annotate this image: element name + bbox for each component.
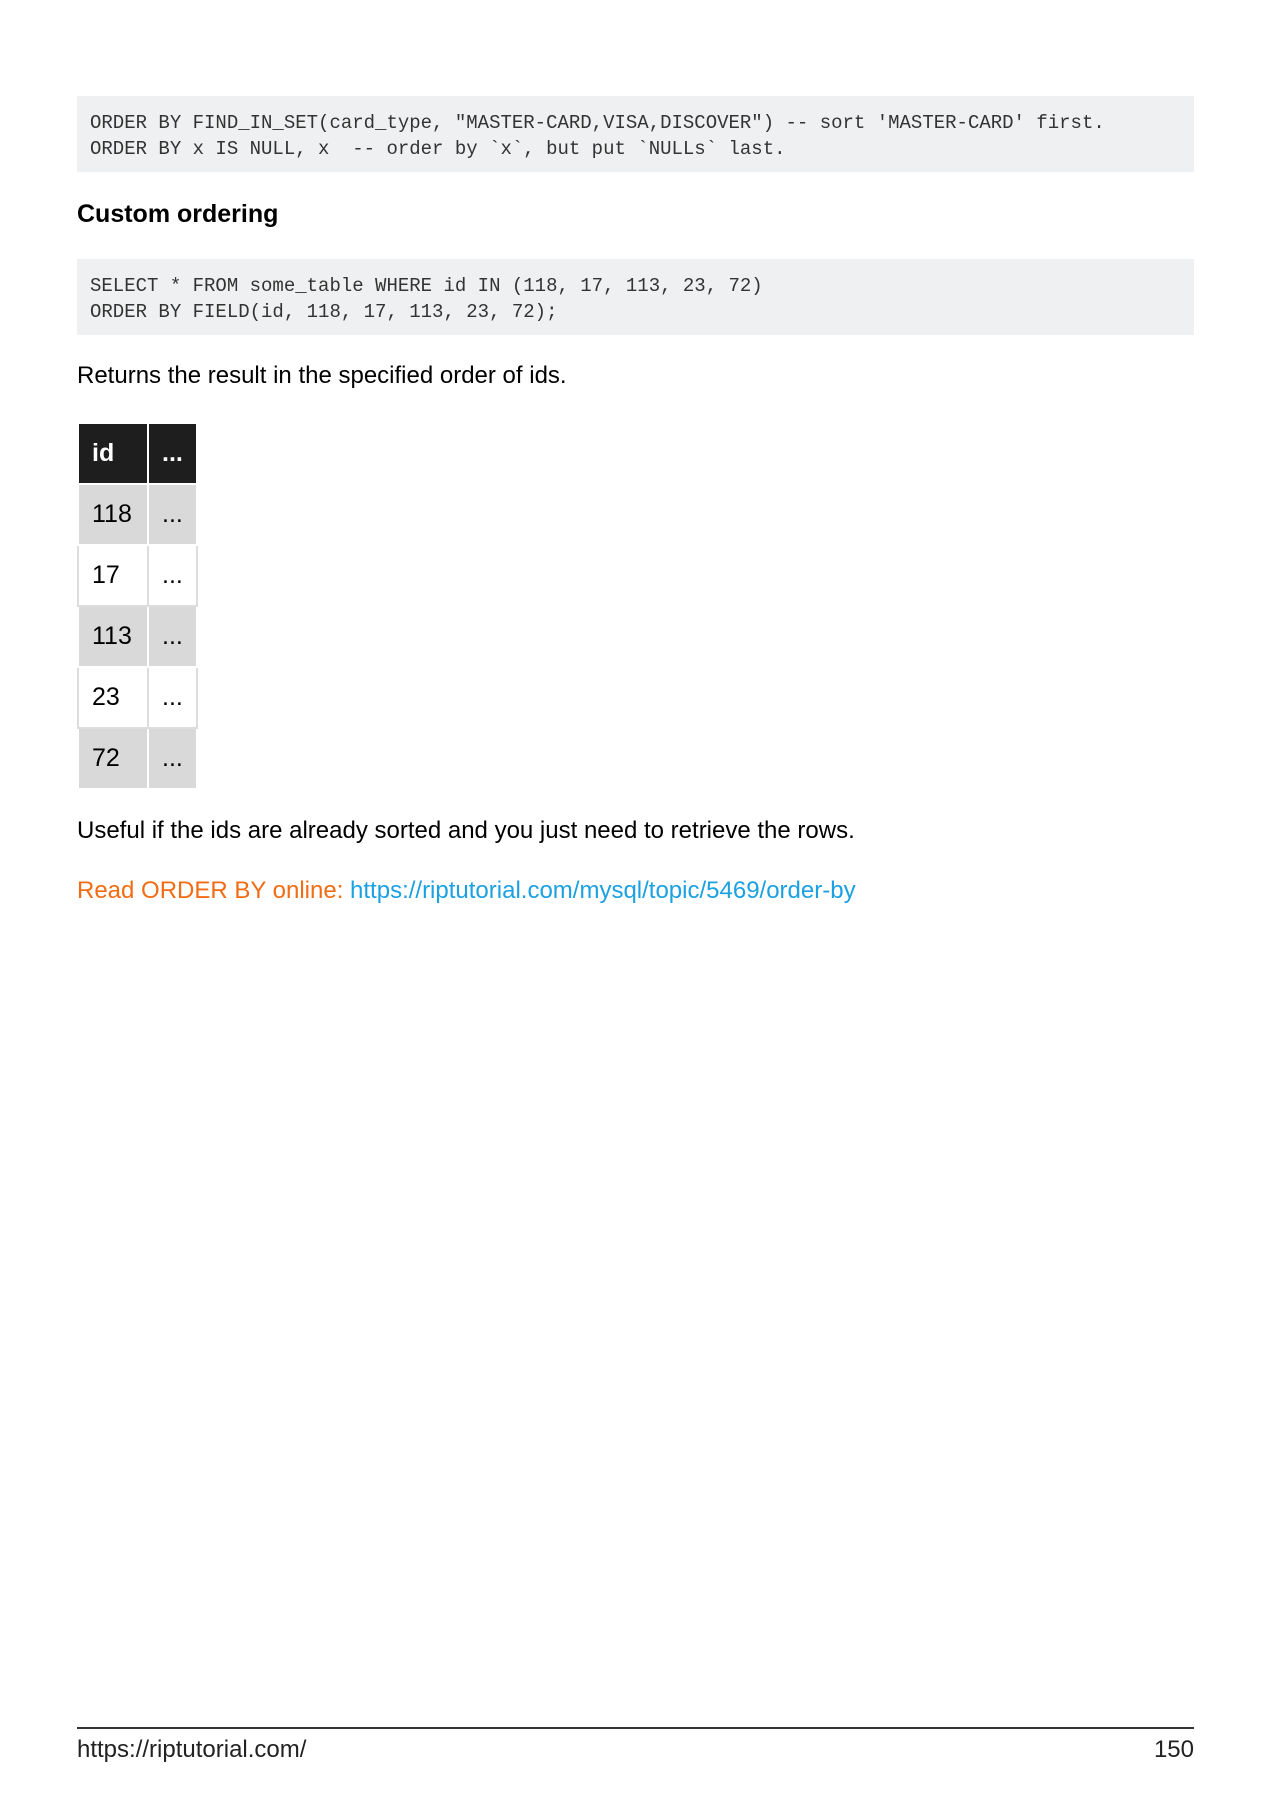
code-block [77, 259, 1194, 335]
table-row [78, 545, 197, 606]
cell: 72 [78, 728, 148, 789]
cell: ... [148, 667, 197, 728]
cell: 17 [78, 545, 148, 606]
table-row [78, 728, 197, 789]
table-header: ... [148, 423, 197, 484]
code-block [77, 96, 1194, 172]
footer-site: https://riptutorial.com/ [77, 1736, 307, 1763]
result-table [77, 422, 198, 790]
page-number: 150 [1153, 1736, 1194, 1763]
footer-divider [77, 1727, 1194, 1729]
section-heading: Custom ordering [77, 200, 279, 228]
table-row [78, 484, 197, 545]
table-header: id [78, 423, 148, 484]
paragraph: Useful if the ids are already sorted and you just need to retrieve the rows. [77, 817, 855, 844]
paragraph: Returns the result in the specified order of ids. [77, 362, 567, 389]
table-row [78, 667, 197, 728]
code-line: ORDER BY FIND_IN_SET(card_type, "MASTER-CARD,VISA,DISCOVER") -- sort 'MASTER-CARD' first. [90, 112, 1105, 134]
code-line: ORDER BY x IS NULL, x -- order by `x`, but put `NULLs` last. [90, 138, 786, 160]
table-row [78, 606, 197, 667]
code-line: SELECT * FROM some_table WHERE id IN (118, 17, 113, 23, 72) [90, 275, 763, 297]
cell: 118 [78, 484, 148, 545]
cell: ... [148, 606, 197, 667]
cell: ... [148, 545, 197, 606]
cell: ... [148, 484, 197, 545]
cell: 23 [78, 667, 148, 728]
cell: 113 [78, 606, 148, 667]
cell: ... [148, 728, 197, 789]
read-online [77, 877, 856, 905]
code-line: ORDER BY FIELD(id, 118, 17, 113, 23, 72); [90, 301, 558, 323]
topic-link[interactable]: https://riptutorial.com/mysql/topic/5469/order-by [350, 877, 856, 904]
read-online-label: Read ORDER BY online: [77, 877, 351, 904]
